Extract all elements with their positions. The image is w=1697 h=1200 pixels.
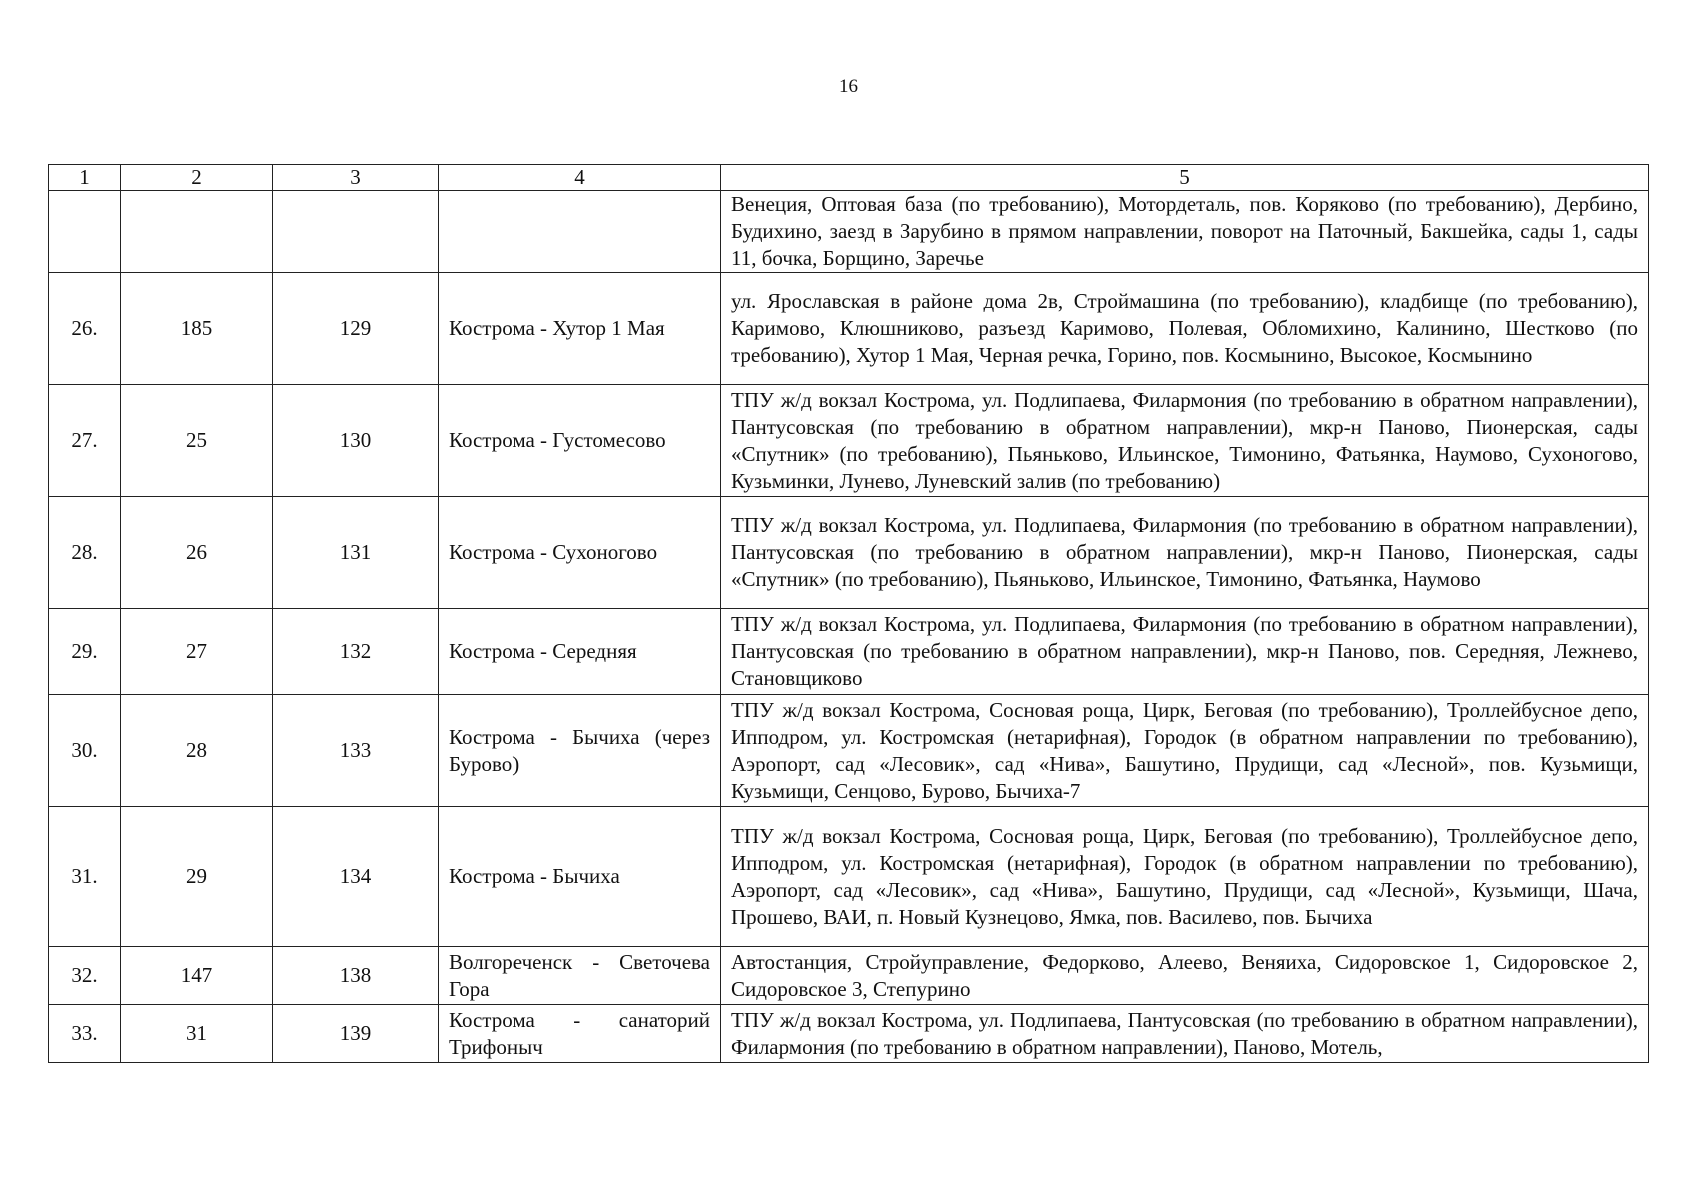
route-stops: Автостанция, Стройуправление, Федорково, Алеево, Веняиха, Сидоровское 1, Сидоровское 2, Сидоровское 3, Степурино (721, 947, 1649, 1005)
row-number: 30. (49, 695, 121, 807)
table-row (49, 191, 1649, 273)
table-header-row (49, 165, 1649, 191)
row-number: 31. (49, 807, 121, 947)
route-code-col2 (121, 191, 273, 273)
route-code-col3: 129 (273, 273, 439, 385)
column-header: 5 (721, 165, 1649, 191)
route-stops: ТПУ ж/д вокзал Кострома, ул. Подлипаева, Пантусовская (по требованию в обратном направлении), Филармония (по требованию в обратном направлении), Паново, Мотель, (721, 1005, 1649, 1063)
route-name: Кострома - Хутор 1 Мая (439, 273, 721, 385)
column-header: 4 (439, 165, 721, 191)
route-code-col2: 185 (121, 273, 273, 385)
route-code-col3: 134 (273, 807, 439, 947)
row-number: 28. (49, 497, 121, 609)
route-stops: ТПУ ж/д вокзал Кострома, ул. Подлипаева, Филармония (по требованию в обратном направлении), Пантусовская (по требованию в обратном направлении), мкр-н Паново, пов. Середняя, Лежнево, Становщиково (721, 609, 1649, 695)
route-code-col2: 27 (121, 609, 273, 695)
row-number: 33. (49, 1005, 121, 1063)
route-code-col3: 131 (273, 497, 439, 609)
route-stops: ТПУ ж/д вокзал Кострома, ул. Подлипаева, Филармония (по требованию в обратном направлении), Пантусовская (по требованию в обратном направлении), мкр-н Паново, Пионерская, сады «Спутник» (по требованию), Пьяньково, Ильинское, Тимонино, Фатьянка, Наумово, Сухоногово, Кузьминки, Лунево, Луневский залив (по требованию) (721, 385, 1649, 497)
row-number: 26. (49, 273, 121, 385)
row-number (49, 191, 121, 273)
table-row (49, 807, 1649, 947)
route-code-col3: 139 (273, 1005, 439, 1063)
route-code-col2: 26 (121, 497, 273, 609)
route-name: Кострома - Середняя (439, 609, 721, 695)
route-stops: Венеция, Оптовая база (по требованию), Мотордеталь, пов. Коряково (по требованию), Дербино, Будихино, заезд в Зарубино в прямом направлении, поворот на Паточный, Бакшейка, сады 1, сады 11, бочка, Борщино, Заречье (721, 191, 1649, 273)
route-name: Кострома - Густомесово (439, 385, 721, 497)
column-header: 3 (273, 165, 439, 191)
route-code-col3: 138 (273, 947, 439, 1005)
table-row (49, 947, 1649, 1005)
table-row (49, 497, 1649, 609)
table-row (49, 1005, 1649, 1063)
route-stops: ТПУ ж/д вокзал Кострома, Сосновая роща, Цирк, Беговая (по требованию), Троллейбусное депо, Ипподром, ул. Костромская (нетарифная), Городок (в обратном направлении по требованию), Аэропорт, сад «Лесовик», сад «Нива», Башутино, Прудищи, сад «Лесной», пов. Кузьмищи, Кузьмищи, Сенцово, Бурово, Бычиха-7 (721, 695, 1649, 807)
route-stops: ул. Ярославская в районе дома 2в, Строймашина (по требованию), кладбище (по требованию), Каримово, Клюшниково, разъезд Каримово, Полевая, Обломихино, Калинино, Шестково (по требованию), Хутор 1 Мая, Черная речка, Горино, пов. Космынино, Высокое, Космынино (721, 273, 1649, 385)
route-code-col2: 28 (121, 695, 273, 807)
table-row (49, 609, 1649, 695)
route-name: Кострома - Сухоногово (439, 497, 721, 609)
route-code-col3: 132 (273, 609, 439, 695)
route-stops: ТПУ ж/д вокзал Кострома, Сосновая роща, Цирк, Беговая (по требованию), Троллейбусное депо, Ипподром, ул. Костромская (нетарифная), Городок (в обратном направлении по требованию), Аэропорт, сад «Лесовик», сад «Нива», Башутино, Прудищи, сад «Лесной», Кузьмищи, Шача, Прошево, ВАИ, п. Новый Кузнецово, Ямка, пов. Василево, пов. Бычиха (721, 807, 1649, 947)
row-number: 32. (49, 947, 121, 1005)
route-code-col3 (273, 191, 439, 273)
route-code-col2: 29 (121, 807, 273, 947)
route-name (439, 191, 721, 273)
row-number: 29. (49, 609, 121, 695)
route-name: Кострома - санаторий Трифоныч (439, 1005, 721, 1063)
route-name: Кострома - Бычиха (439, 807, 721, 947)
table-row (49, 385, 1649, 497)
route-name: Кострома - Бычиха (через Бурово) (439, 695, 721, 807)
page-number: 16 (839, 76, 858, 97)
column-header: 2 (121, 165, 273, 191)
route-code-col2: 25 (121, 385, 273, 497)
route-code-col2: 31 (121, 1005, 273, 1063)
route-code-col2: 147 (121, 947, 273, 1005)
route-code-col3: 130 (273, 385, 439, 497)
route-name: Волгореченск - Светочева Гора (439, 947, 721, 1005)
column-header: 1 (49, 165, 121, 191)
table-row (49, 695, 1649, 807)
routes-table (48, 164, 1649, 1063)
route-code-col3: 133 (273, 695, 439, 807)
row-number: 27. (49, 385, 121, 497)
route-stops: ТПУ ж/д вокзал Кострома, ул. Подлипаева, Филармония (по требованию в обратном направлении), Пантусовская (по требованию в обратном направлении), мкр-н Паново, Пионерская, сады «Спутник» (по требованию), Пьяньково, Ильинское, Тимонино, Фатьянка, Наумово (721, 497, 1649, 609)
table-row (49, 273, 1649, 385)
